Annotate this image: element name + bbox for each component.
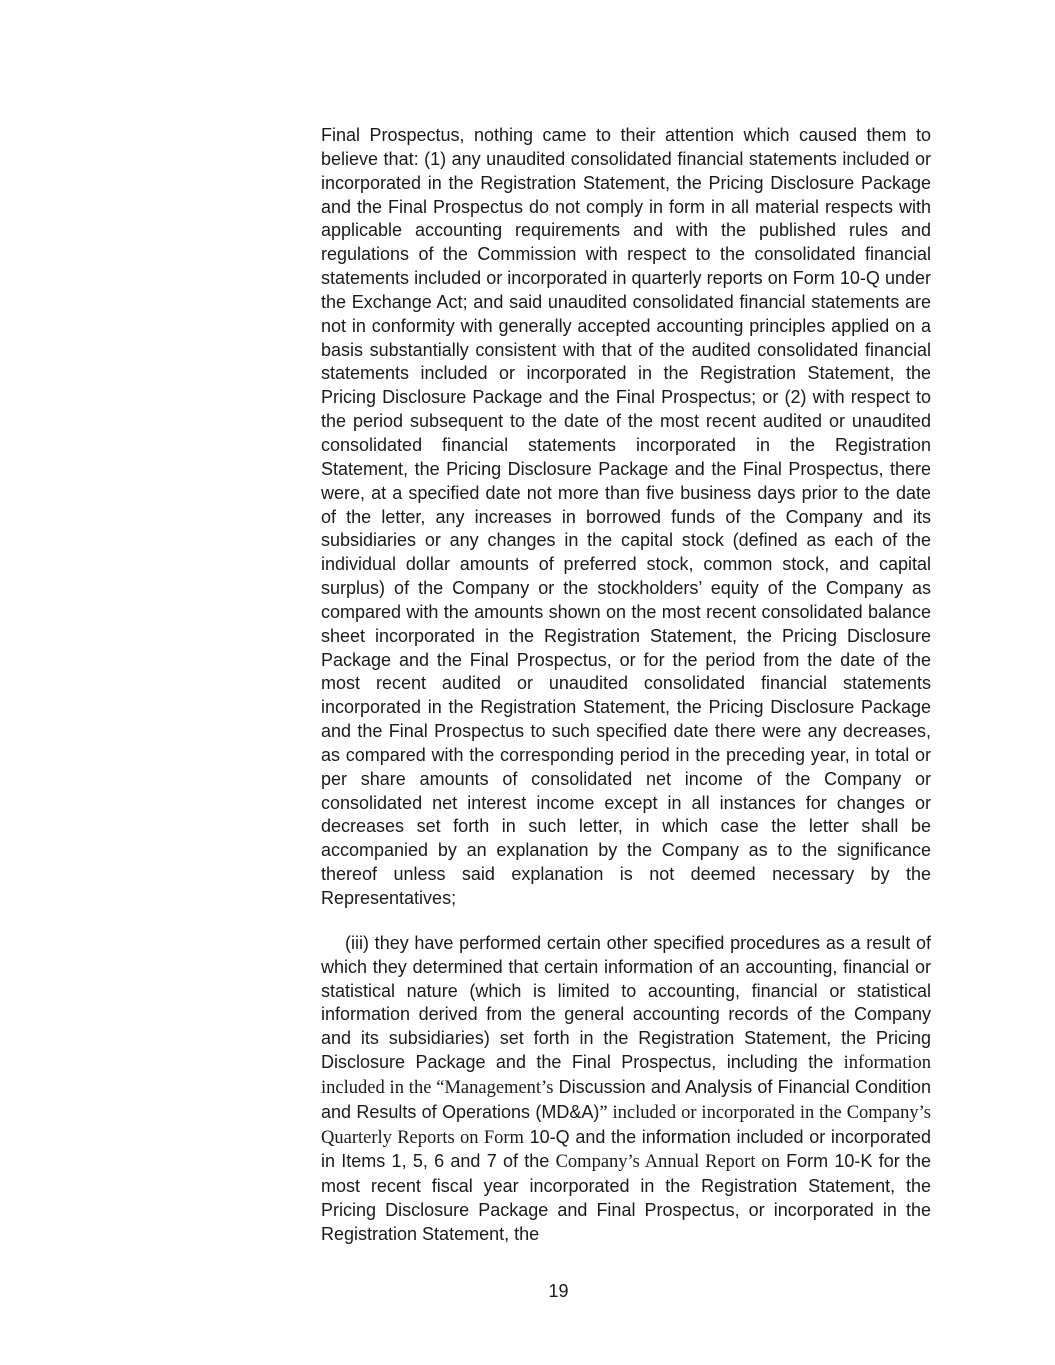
item-iii-text-5: 10-Q and the information included or incorporated in Items 1, 5, 6 and 7 of the: [321, 1126, 931, 1172]
item-iii-text-4: ” included or incorporated in the Company’s Quarterly Reports on Form: [321, 1102, 931, 1148]
item-iii-text-2: information included in the “Management’s: [321, 1053, 931, 1098]
item-iii-text-3: Discussion and Analysis of Financial Condition and Results of Operations (MD&A): [321, 1076, 931, 1122]
page-number: 19: [548, 1281, 569, 1301]
item-iii-text-7: Form 10-K for the most recent fiscal year incorporated in the Registration Statement, the Pricing Disclosure Package and Final Prospectus, or incorporated in the Registration Statement, the: [321, 1151, 931, 1244]
paragraph-item-iii: [321, 932, 931, 1247]
body-text: [321, 124, 931, 1247]
item-iii-text-1: (iii) they have performed certain other specified procedures as a result of which they determined that certain information of an accounting, financial or statistical nature (which is limited to accounting, financial or statistical information derived from the general accounting records of the Company and its subsidiaries) set forth in the Registration Statement, the Pricing Disclosure Package and the Final Prospectus, including the: [321, 932, 931, 1073]
item-iii-text-6: Company’s Annual Report on: [555, 1152, 780, 1173]
paragraph-continued: Final Prospectus, nothing came to their attention which caused them to believe that: (1) any unaudited consolidated financial statements included or incorporated in the Registration Statement, the Pricing Disclosure Package and the Final Prospectus do not comply in form in all material respects with applicable accounting requirements and with the published rules and regulations of the Commission with respect to the consolidated financial statements included or incorporated in quarterly reports on Form 10-Q under the Exchange Act; and said unaudited consolidated financial statements are not in conformity with generally accepted accounting principles applied on a basis substantially consistent with that of the audited consolidated financial statements included or incorporated in the Registration Statement, the Pricing Disclosure Package and the Final Prospectus; or (2) with respect to the period subsequent to the date of the most recent audited or unaudited consolidated financial statements incorporated in the Registration Statement, the Pricing Disclosure Package and the Final Prospectus, there were, at a specified date not more than five business days prior to the date of the letter, any increases in borrowed funds of the Company and its subsidiaries or any changes in the capital stock (defined as each of the individual dollar amounts of preferred stock, common stock, and capital surplus) of the Company or the stockholders’ equity of the Company as compared with the amounts shown on the most recent consolidated balance sheet incorporated in the Registration Statement, the Pricing Disclosure Package and the Final Prospectus, or for the period from the date of the most recent audited or unaudited consolidated financial statements incorporated in the Registration Statement, the Pricing Disclosure Package and the Final Prospectus to such specified date there were any decreases, as compared with the corresponding period in the preceding year, in total or per share amounts of consolidated net income of the Company or consolidated net interest income except in all instances for changes or decreases set forth in such letter, in which case the letter shall be accompanied by an explanation by the Company as to the significance thereof unless said explanation is not deemed necessary by the Representatives;: [321, 125, 931, 908]
